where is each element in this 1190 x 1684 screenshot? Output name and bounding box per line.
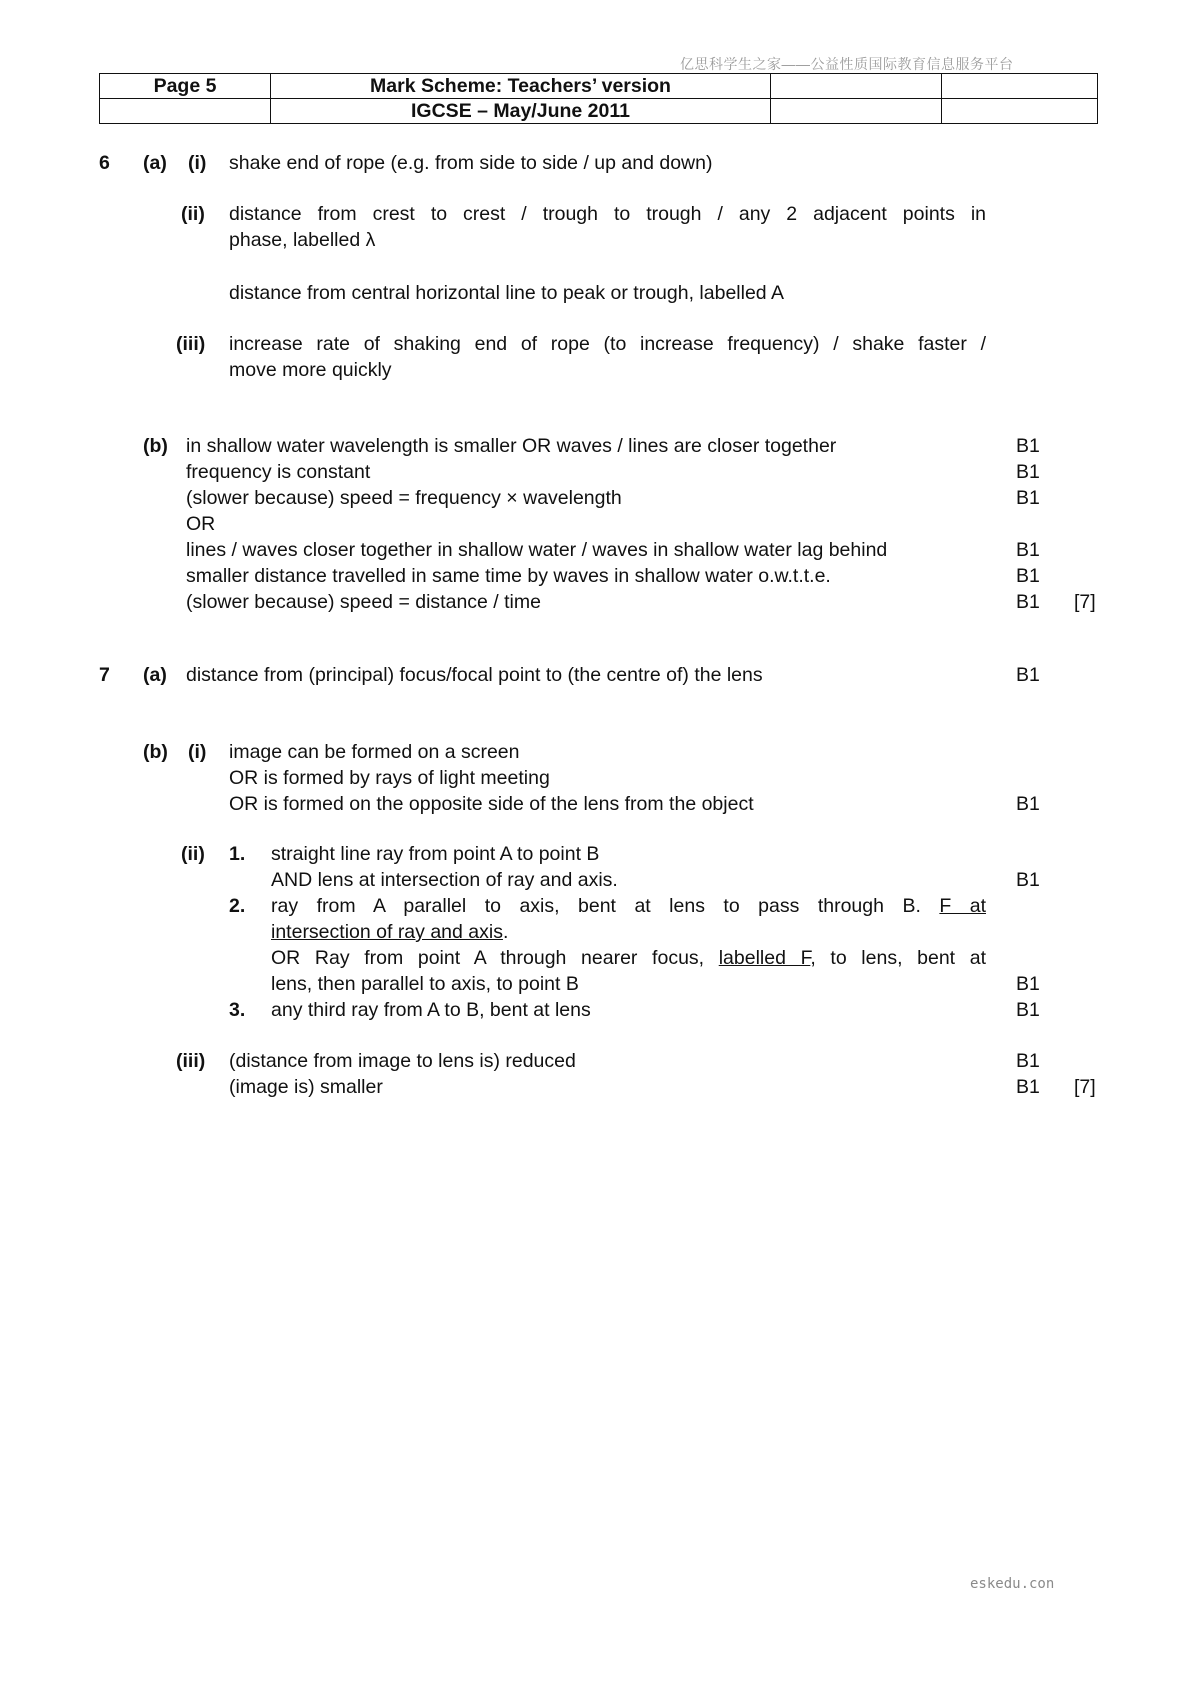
footer-watermark: eskedu.con <box>970 1576 1055 1592</box>
subpart-label: (i) <box>188 152 207 174</box>
mark: B1 <box>1016 1050 1040 1072</box>
answer-text: (image is) smaller <box>229 1076 383 1098</box>
answer-text: in shallow water wavelength is smaller OR waves / lines are closer together <box>186 435 837 457</box>
mark: B1 <box>1016 565 1040 587</box>
watermark: 亿思科学生之家——公益性质国际教育信息服务平台 <box>680 56 1014 72</box>
answer-text: OR is formed on the opposite side of the lens from the object <box>229 793 754 815</box>
mark: B1 <box>1016 869 1040 891</box>
answer-text <box>271 919 508 945</box>
header-empty-cell <box>100 99 271 124</box>
part-label: (a) <box>143 664 167 686</box>
header-table <box>99 73 1098 124</box>
answer-text: lens, then parallel to axis, to point B <box>271 973 579 995</box>
answer-text <box>271 893 986 919</box>
answer-text: distance from (principal) focus/focal point to (the centre of) the lens <box>186 664 763 686</box>
header-empty-cell <box>771 74 942 99</box>
subpart-label: (ii) <box>181 843 205 865</box>
question-number: 7 <box>99 664 110 686</box>
subpart-label: (ii) <box>181 203 205 225</box>
point-number: 1. <box>229 843 246 865</box>
mark: B1 <box>1016 793 1040 815</box>
total-marks: [7] <box>1074 591 1096 613</box>
header-empty-cell <box>942 74 1098 99</box>
answer-text: distance from crest to crest / trough to trough / any 2 adjacent points in <box>229 203 986 225</box>
header-empty-cell <box>942 99 1098 124</box>
exam-session: IGCSE – May/June 2011 <box>271 99 771 124</box>
mark: B1 <box>1016 664 1040 686</box>
point-number: 2. <box>229 895 246 917</box>
answer-text: , to lens, bent at <box>810 947 986 969</box>
mark: B1 <box>1016 973 1040 995</box>
answer-text: frequency is constant <box>186 461 371 483</box>
mark: B1 <box>1016 591 1040 613</box>
part-label: (b) <box>143 741 168 763</box>
answer-text: OR Ray from point A through nearer focus, <box>271 947 705 969</box>
period: . <box>502 921 509 943</box>
subpart-label: (iii) <box>176 1050 206 1072</box>
subpart-label: (i) <box>188 741 207 763</box>
mark: B1 <box>1016 435 1040 457</box>
underlined-text: intersection of ray and axis <box>271 921 503 943</box>
answer-text: OR <box>186 513 216 535</box>
answer-text: shake end of rope (e.g. from side to side / up and down) <box>229 152 713 174</box>
answer-text: (distance from image to lens is) reduced <box>229 1050 576 1072</box>
mark: B1 <box>1016 999 1040 1021</box>
document-title: Mark Scheme: Teachers’ version <box>271 74 771 99</box>
answer-text: OR is formed by rays of light meeting <box>229 767 550 789</box>
answer-text: (slower because) speed = distance / time <box>186 591 541 613</box>
answer-text: move more quickly <box>229 359 392 381</box>
answer-text <box>271 945 986 971</box>
mark: B1 <box>1016 461 1040 483</box>
answer-text: distance from central horizontal line to peak or trough, labelled A <box>229 282 784 304</box>
part-label: (a) <box>143 152 167 174</box>
answer-text: smaller distance travelled in same time by waves in shallow water o.w.t.t.e. <box>186 565 831 587</box>
answer-text: increase rate of shaking end of rope (to increase frequency) / shake faster / <box>229 333 986 355</box>
subpart-label: (iii) <box>176 333 206 355</box>
point-number: 3. <box>229 999 246 1021</box>
mark: B1 <box>1016 539 1040 561</box>
answer-text <box>719 947 986 969</box>
answer-text: (slower because) speed = frequency × wavelength <box>186 487 622 509</box>
page-number: Page 5 <box>100 74 271 99</box>
part-label: (b) <box>143 435 168 457</box>
answer-text: phase, labelled λ <box>229 229 376 251</box>
total-marks: [7] <box>1074 1076 1096 1098</box>
underlined-text: F at <box>939 895 987 917</box>
answer-text: straight line ray from point A to point B <box>271 843 600 865</box>
question-number: 6 <box>99 152 110 174</box>
mark: B1 <box>1016 1076 1040 1098</box>
answer-text: image can be formed on a screen <box>229 741 520 763</box>
answer-text: ray from A parallel to axis, bent at lens to pass through B. <box>271 895 921 917</box>
underlined-text: labelled F <box>718 947 811 969</box>
answer-text: any third ray from A to B, bent at lens <box>271 999 591 1021</box>
header-empty-cell <box>771 99 942 124</box>
answer-text: lines / waves closer together in shallow water / waves in shallow water lag behind <box>186 539 888 561</box>
mark: B1 <box>1016 487 1040 509</box>
answer-text: AND lens at intersection of ray and axis. <box>271 869 618 891</box>
